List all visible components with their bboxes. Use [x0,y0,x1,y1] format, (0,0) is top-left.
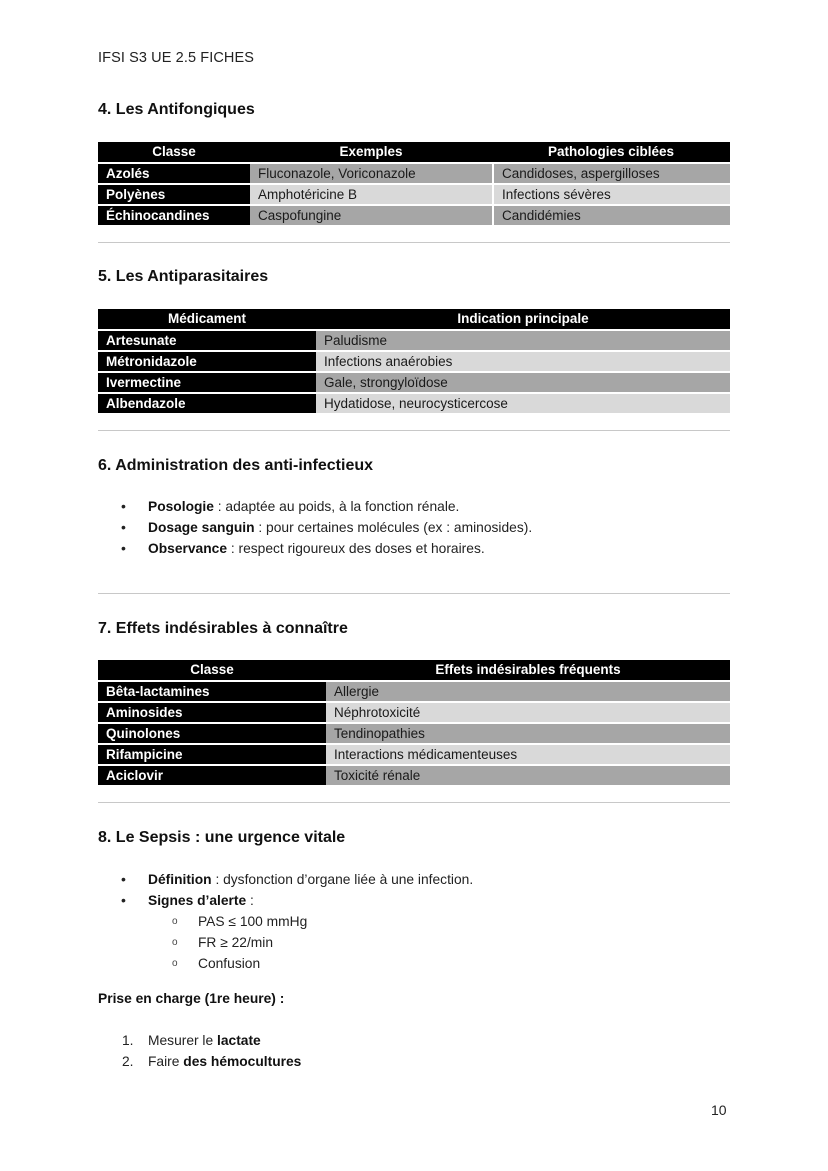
list-item-term: Posologie [148,499,214,514]
table-cell-classe: Bêta-lactamines [98,680,326,701]
list-item-text: : respect rigoureux des doses et horaires. [227,541,485,556]
table-cell-pathologies: Candidoses, aspergilloses [492,162,730,183]
table-row [98,204,730,225]
circle-bullet-icon: o [172,937,178,948]
table-row [98,162,730,183]
section-4-title: 4. Les Antifongiques [98,101,255,118]
section-divider [98,593,730,594]
effets-indesirables-table [98,660,730,785]
column-header: Classe [98,660,326,680]
table-row [98,680,730,701]
table-header-row [98,309,730,329]
bullet-icon: • [121,519,126,535]
list-item [121,869,474,890]
table-cell-exemples: Fluconazole, Voriconazole [250,162,492,183]
prise-en-charge-title: Prise en charge (1re heure) : [98,991,285,1006]
section-divider [98,802,730,803]
table-cell-classe: Azolés [98,162,250,183]
table-cell-exemples: Caspofungine [250,204,492,225]
table-cell-indication: Hydatidose, neurocysticercose [316,392,730,413]
section-divider [98,430,730,431]
section-6-title: 6. Administration des anti-infectieux [98,457,374,474]
table-cell-effets: Néphrotoxicité [326,701,730,722]
prise-en-charge-steps [122,1030,302,1072]
sub-list-item [148,953,473,974]
table-cell-classe: Rifampicine [98,743,326,764]
section-5-title: 5. Les Antiparasitaires [98,268,269,285]
table-cell-medicament: Albendazole [98,392,316,413]
table-cell-indication: Infections anaérobies [316,350,730,371]
list-item [122,1051,302,1072]
section-8-title: 8. Le Sepsis : une urgence vitale [98,829,346,846]
signes-alerte-list [148,911,473,974]
list-item-term: Observance [148,541,227,556]
table-cell-pathologies: Candidémies [492,204,730,225]
table-cell-medicament: Ivermectine [98,371,316,392]
circle-bullet-icon: o [172,958,178,969]
list-item [122,1030,301,1051]
table-row [98,371,730,392]
table-row [98,329,730,350]
table-row [98,764,730,785]
table-row [98,722,730,743]
list-item-text: : [246,893,254,908]
list-item-text: : pour certaines molécules (ex : aminosides). [254,520,533,535]
document-header: IFSI S3 UE 2.5 FICHES [98,50,255,66]
list-item-term: Dosage sanguin [148,520,255,535]
section-7-title: 7. Effets indésirables à connaître [98,620,348,637]
bullet-icon: • [121,540,126,556]
sub-list-item [148,911,473,932]
table-cell-indication: Paludisme [316,329,730,350]
sub-list-container [148,911,473,974]
table-cell-medicament: Métronidazole [98,350,316,371]
list-item-term: Définition [148,872,212,887]
column-header: Exemples [250,142,492,162]
table-header-row [98,142,730,162]
table-header-row [98,660,730,680]
sepsis-list [121,869,474,974]
table-cell-classe: Polyènes [98,183,250,204]
column-header: Pathologies ciblées [492,142,730,162]
step-text: Faire [148,1054,184,1069]
list-item [121,517,533,538]
list-item [121,538,532,559]
table-cell-effets: Allergie [326,680,730,701]
administration-list [121,496,533,559]
step-bold-text: lactate [217,1033,261,1048]
sub-list-item [148,932,473,953]
table-row [98,350,730,371]
table-row [98,183,730,204]
column-header: Indication principale [316,309,730,329]
table-cell-effets: Tendinopathies [326,722,730,743]
list-item-term: Signes d’alerte [148,893,247,908]
bullet-icon: • [121,498,126,514]
antifongiques-table [98,142,730,225]
list-item-text: : dysfonction d’organe liée à une infection. [211,872,474,887]
sub-list-item-text: PAS ≤ 100 mmHg [198,914,308,929]
table-cell-classe: Aciclovir [98,764,326,785]
step-number: 2. [122,1054,134,1069]
column-header: Effets indésirables fréquents [326,660,730,680]
antiparasitaires-table [98,309,730,413]
list-item [121,890,473,911]
table-cell-indication: Gale, strongyloïdose [316,371,730,392]
column-header: Médicament [98,309,316,329]
step-text: Mesurer le [148,1033,218,1048]
step-bold-text: des hémocultures [183,1054,302,1069]
page-number: 10 [711,1102,727,1118]
column-header: Classe [98,142,250,162]
table-cell-classe: Aminosides [98,701,326,722]
table-cell-exemples: Amphotéricine B [250,183,492,204]
table-cell-pathologies: Infections sévères [492,183,730,204]
list-item [121,496,532,517]
table-row [98,743,730,764]
list-item-text: : adaptée au poids, à la fonction rénale. [213,499,460,514]
table-cell-effets: Interactions médicamenteuses [326,743,730,764]
section-divider [98,242,730,243]
step-number: 1. [122,1033,134,1048]
table-row [98,701,730,722]
table-row [98,392,730,413]
bullet-icon: • [121,892,126,908]
sub-list-item-text: FR ≥ 22/min [198,935,274,950]
bullet-icon: • [121,871,126,887]
table-cell-medicament: Artesunate [98,329,316,350]
table-cell-classe: Quinolones [98,722,326,743]
circle-bullet-icon: o [172,916,178,927]
sub-list-item-text: Confusion [198,956,261,971]
table-cell-effets: Toxicité rénale [326,764,730,785]
table-cell-classe: Échinocandines [98,204,250,225]
